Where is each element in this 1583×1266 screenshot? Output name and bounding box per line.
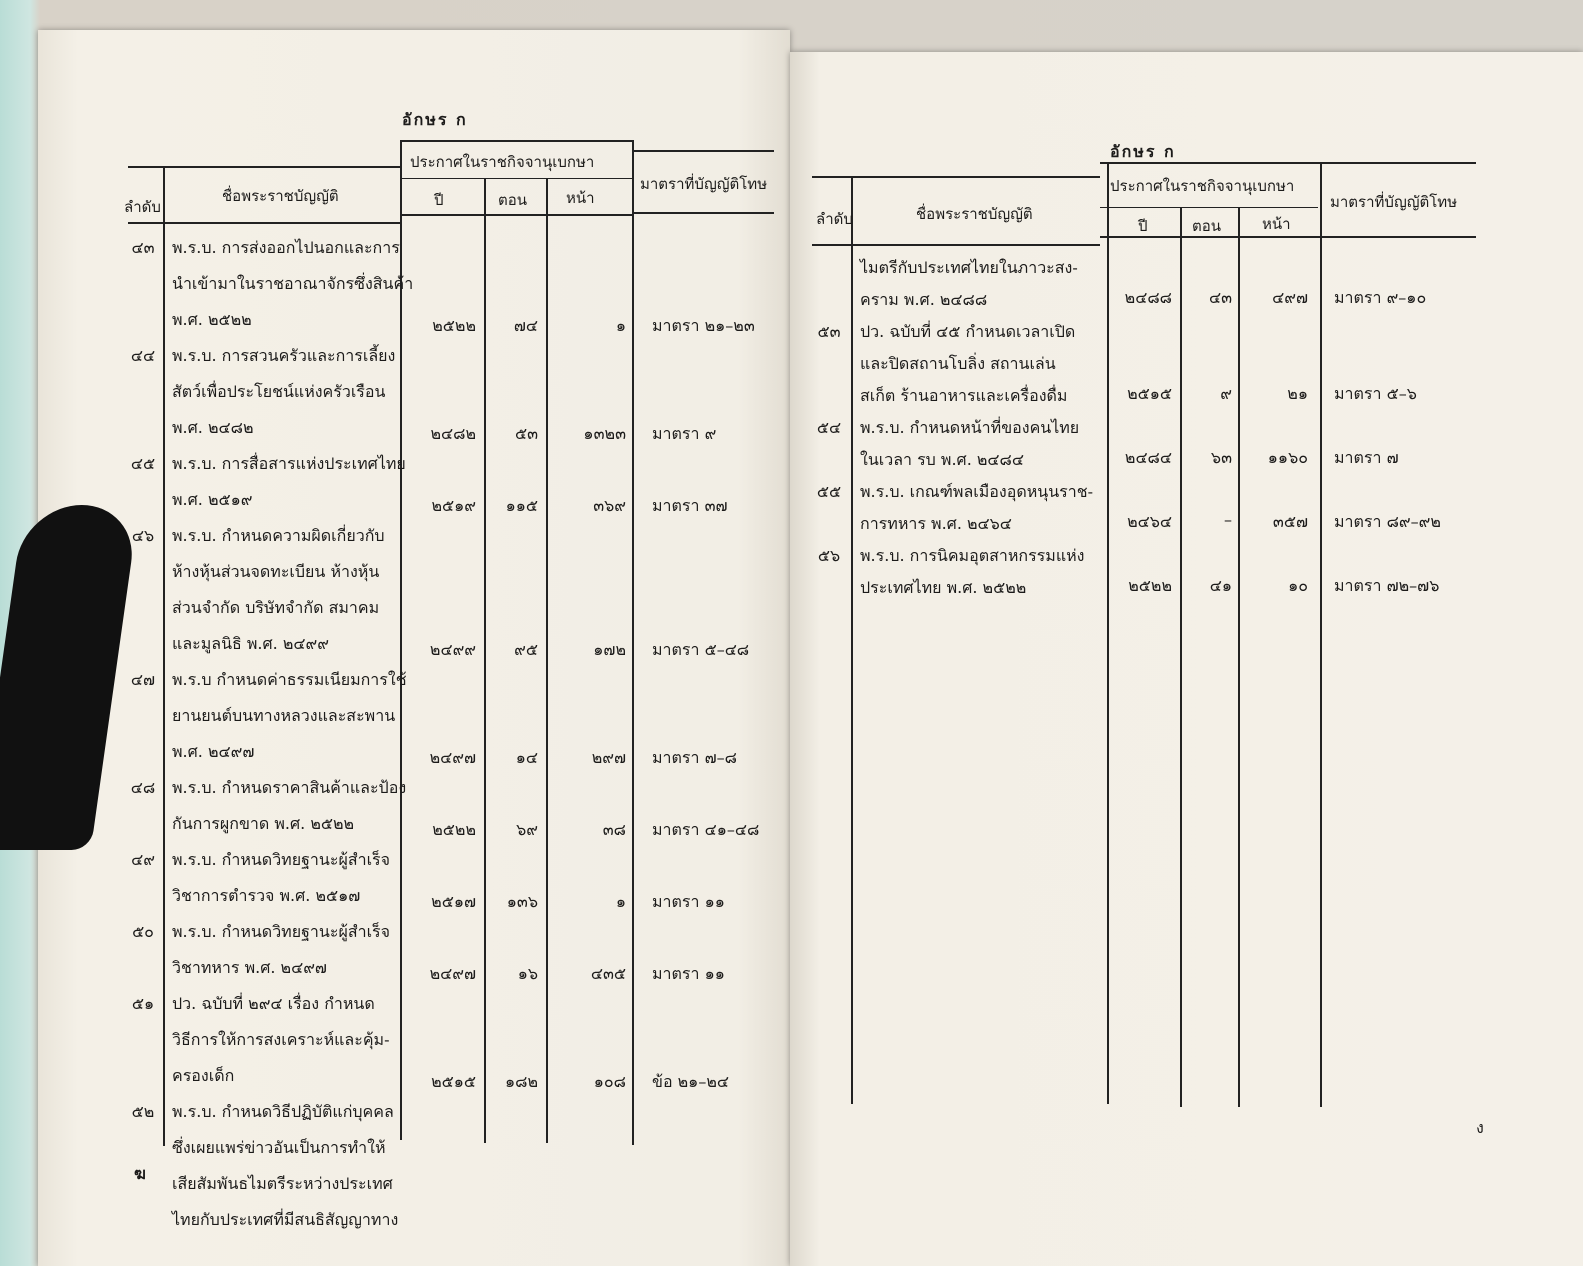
entry-year: ๒๕๑๕ xyxy=(1127,384,1172,403)
entry-name-line: คราม พ.ศ. ๒๔๘๘ xyxy=(860,290,988,309)
entry-penalty: มาตรา ๕–๔๘ xyxy=(652,640,750,659)
col-name-header: ชื่อพระราชบัญญัติ xyxy=(916,205,1033,223)
rule xyxy=(400,214,632,216)
left-page-header: อักษร ก xyxy=(402,110,468,129)
entry-page: ๒๑ xyxy=(1287,384,1308,403)
entry-section: ๑๘๒ xyxy=(504,1072,538,1091)
entry-section: ๑๓๖ xyxy=(506,892,538,911)
entry-name-line: พ.ร.บ. เกณฑ์พลเมืองอุดหนุนราช- xyxy=(860,482,1093,501)
entry-name-line: พ.ร.บ กำหนดค่าธรรมเนียมการใช้ xyxy=(172,670,407,689)
entry-section: ๙๕ xyxy=(514,640,538,659)
rule xyxy=(812,176,1100,178)
entry-name-line: วิชาทหาร พ.ศ. ๒๔๙๗ xyxy=(172,958,327,977)
entry-penalty: มาตรา ๗๒–๗๖ xyxy=(1334,576,1440,595)
entry-number: ๔๔ xyxy=(130,346,156,365)
entry-name-line: พ.ร.บ. กำหนดราคาสินค้าและป้อง xyxy=(172,778,407,797)
entry-penalty: มาตรา ๗ xyxy=(1334,448,1399,467)
entry-penalty: มาตรา ๒๑–๒๓ xyxy=(652,316,755,335)
entry-name-line: พ.ร.บ. การสื่อสารแห่งประเทศไทย xyxy=(172,454,406,473)
entry-year: ๒๕๑๙ xyxy=(431,496,476,515)
entry-name-line: และปิดสถานโบลิ่ง สถานเล่น xyxy=(860,354,1056,373)
entry-page: ๑๗๒ xyxy=(593,640,626,659)
rule xyxy=(1320,162,1322,1107)
entry-year: ๒๕๒๒ xyxy=(432,316,476,335)
entry-name-line: เสียสัมพันธไมตรีระหว่างประเทศ xyxy=(172,1174,393,1193)
rule xyxy=(1100,162,1476,164)
rule xyxy=(1180,207,1182,1107)
entry-year: ๒๔๖๔ xyxy=(1127,512,1172,531)
entry-page: ๑๑๖๐ xyxy=(1267,448,1308,467)
right-page-number: ง xyxy=(1476,1118,1484,1137)
entry-page: ๑ xyxy=(615,316,626,335)
entry-name-line: พ.ศ. ๒๕๒๒ xyxy=(172,310,252,329)
rule xyxy=(1107,162,1109,1104)
entry-page: ๑๐ xyxy=(1288,576,1308,595)
entry-number: ๕๖ xyxy=(817,546,841,565)
entry-penalty: ข้อ ๒๑–๒๔ xyxy=(652,1072,729,1091)
entry-number: ๔๕ xyxy=(130,454,156,473)
entry-number: ๕๔ xyxy=(816,418,842,437)
entry-year: ๒๔๙๙ xyxy=(429,640,476,659)
entry-page: ๑๐๘ xyxy=(593,1072,626,1091)
entry-name-line: ปว. ฉบับที่ ๔๕ กำหนดเวลาเปิด xyxy=(860,322,1076,341)
entry-year: ๒๔๘๒ xyxy=(430,424,476,443)
entry-penalty: มาตรา ๕–๖ xyxy=(1334,384,1417,403)
entry-name-line: สเก็ต ร้านอาหารและเครื่องดื่ม xyxy=(860,386,1068,405)
entry-penalty: มาตรา ๓๗ xyxy=(652,496,728,515)
entry-page: ๓๘ xyxy=(602,820,626,839)
entry-section: ๑๔ xyxy=(515,748,538,767)
entry-penalty: มาตรา ๗–๘ xyxy=(652,748,737,767)
entry-section: ๖๓ xyxy=(1210,448,1232,467)
col-gazette-header: ประกาศในราชกิจจานุเบกษา xyxy=(1110,177,1295,195)
entry-number: ๕๒ xyxy=(131,1102,155,1121)
entry-name-line: พ.ร.บ. การสวนครัวและการเลี้ยง xyxy=(172,346,396,365)
rule xyxy=(400,140,632,142)
entry-section: – xyxy=(1224,510,1232,529)
rule xyxy=(400,178,632,179)
entry-name-line: สัตว์เพื่อประโยชน์แห่งครัวเรือน xyxy=(172,382,386,401)
entry-name-line: ครองเด็ก xyxy=(172,1066,235,1085)
entry-page: ๓๕๗ xyxy=(1272,512,1308,531)
entry-page: ๔๙๗ xyxy=(1272,288,1308,307)
entry-name-line: การทหาร พ.ศ. ๒๔๖๔ xyxy=(860,514,1012,533)
col-section-header: ตอน xyxy=(498,191,528,209)
entry-year: ๒๔๙๗ xyxy=(429,964,476,983)
entry-section: ๖๙ xyxy=(516,820,538,839)
rule xyxy=(128,222,400,224)
col-page-header: หน้า xyxy=(566,189,595,207)
entry-name-line: ส่วนจำกัด บริษัทจำกัด สมาคม xyxy=(172,598,380,617)
right-page xyxy=(790,52,1583,1266)
entry-number: ๔๗ xyxy=(130,670,156,689)
entry-year: ๒๔๘๘ xyxy=(1124,288,1172,307)
col-year-header: ปี xyxy=(434,191,444,209)
entry-name-line: พ.ศ. ๒๕๑๙ xyxy=(172,490,253,509)
entry-name-line: ประเทศไทย พ.ศ. ๒๕๒๒ xyxy=(860,578,1027,597)
entry-section: ๑๑๕ xyxy=(505,496,538,515)
entry-name-line: พ.ร.บ. กำหนดวิธีปฏิบัติแก่บุคคล xyxy=(172,1102,394,1121)
entry-name-line: ไทยกับประเทศที่มีสนธิสัญญาทาง xyxy=(172,1210,399,1229)
entry-number: ๕๑ xyxy=(131,994,155,1013)
entry-section: ๔๑ xyxy=(1209,576,1232,595)
right-page-header: อักษร ก xyxy=(1110,142,1176,161)
entry-name-line: พ.ร.บ. กำหนดหน้าที่ของคนไทย xyxy=(860,418,1080,437)
entry-page: ๒๙๗ xyxy=(591,748,626,767)
entry-page: ๓๖๙ xyxy=(593,496,626,515)
entry-name-line: ซึ่งเผยแพร่ข่าวอันเป็นการทำให้ xyxy=(172,1138,386,1157)
rule xyxy=(851,176,853,1104)
entry-number: ๔๓ xyxy=(131,238,155,257)
col-section-header: ตอน xyxy=(1192,217,1222,235)
rule xyxy=(128,166,400,168)
entry-name-line: ไมตรีกับประเทศไทยในภาวะสง- xyxy=(860,258,1078,277)
entry-number: ๕๐ xyxy=(132,922,154,941)
col-page-header: หน้า xyxy=(1262,215,1291,233)
entry-name-line: วิชาการตำรวจ พ.ศ. ๒๕๑๗ xyxy=(172,886,361,905)
entry-name-line: วิธีการให้การสงเคราะห์และคุ้ม- xyxy=(172,1030,390,1049)
entry-year: ๒๕๒๒ xyxy=(432,820,476,839)
entry-name-line: ห้างหุ้นส่วนจดทะเบียน ห้างหุ้น xyxy=(172,562,380,581)
rule xyxy=(632,212,774,214)
entry-year: ๒๕๒๒ xyxy=(1128,576,1172,595)
entry-name-line: ในเวลา รบ พ.ศ. ๒๔๘๔ xyxy=(860,450,1024,469)
col-year-header: ปี xyxy=(1138,217,1148,235)
entry-section: ๑๖ xyxy=(517,964,538,983)
entry-penalty: มาตรา ๘๙–๙๒ xyxy=(1334,512,1441,531)
col-penalty-header: มาตราที่บัญญัติโทษ xyxy=(1330,193,1458,211)
entry-penalty: มาตรา ๔๑–๔๘ xyxy=(652,820,760,839)
rule xyxy=(632,150,774,152)
entry-name-line: พ.ร.บ. การนิคมอุตสาหกรรมแห่ง xyxy=(860,546,1085,565)
entry-year: ๒๕๑๕ xyxy=(431,1072,476,1091)
col-gazette-header: ประกาศในราชกิจจานุเบกษา xyxy=(410,153,595,171)
entry-number: ๕๕ xyxy=(816,482,842,501)
entry-name-line: พ.ศ. ๒๔๘๒ xyxy=(172,418,254,437)
entry-section: ๔๓ xyxy=(1208,288,1232,307)
entry-penalty: มาตรา ๑๑ xyxy=(652,892,725,911)
entry-penalty: มาตรา ๑๑ xyxy=(652,964,725,983)
entry-name-line: กันการผูกขาด พ.ศ. ๒๕๒๒ xyxy=(172,814,355,833)
entry-number: ๔๘ xyxy=(130,778,156,797)
col-no-header: ลำดับ xyxy=(124,198,161,216)
rule xyxy=(163,166,165,1146)
col-name-header: ชื่อพระราชบัญญัติ xyxy=(222,187,339,205)
entry-page: ๑๓๒๓ xyxy=(583,424,626,443)
entry-page: ๔๓๕ xyxy=(590,964,626,983)
entry-name-line: พ.ร.บ. การส่งออกไปนอกและการ xyxy=(172,238,400,257)
rule xyxy=(1100,236,1476,238)
entry-number: ๔๖ xyxy=(131,526,155,545)
entry-name-line: ปว. ฉบับที่ ๒๙๔ เรื่อง กำหนด xyxy=(172,994,375,1013)
rule xyxy=(1238,207,1240,1107)
col-no-header: ลำดับ xyxy=(816,210,853,228)
entry-penalty: มาตรา ๙ xyxy=(652,424,717,443)
entry-year: ๒๔๙๗ xyxy=(429,748,476,767)
col-penalty-header: มาตราที่บัญญัติโทษ xyxy=(640,175,768,193)
entry-name-line: ยานยนต์บนทางหลวงและสะพาน xyxy=(172,706,396,725)
entry-name-line: พ.ร.บ. กำหนดวิทยฐานะผู้สำเร็จ xyxy=(172,922,390,941)
entry-name-line: พ.ร.บ. กำหนดความผิดเกี่ยวกับ xyxy=(172,526,385,545)
entry-name-line: นำเข้ามาในราชอาณาจักรซึ่งสินค้า xyxy=(172,274,414,293)
entry-name-line: พ.ศ. ๒๔๙๗ xyxy=(172,742,255,761)
entry-name-line: พ.ร.บ. กำหนดวิทยฐานะผู้สำเร็จ xyxy=(172,850,390,869)
entry-section: ๙ xyxy=(1220,384,1232,403)
entry-year: ๒๕๑๗ xyxy=(431,892,476,911)
rule xyxy=(812,244,1100,246)
entry-section: ๕๓ xyxy=(514,424,538,443)
rule xyxy=(632,140,634,1145)
entry-page: ๑ xyxy=(615,892,626,911)
entry-number: ๔๙ xyxy=(131,850,155,869)
entry-year: ๒๔๘๔ xyxy=(1124,448,1172,467)
entry-name-line: และมูลนิธิ พ.ศ. ๒๔๙๙ xyxy=(172,634,329,653)
left-page-number: ฆ xyxy=(134,1164,146,1183)
rule xyxy=(546,178,548,1143)
entry-section: ๗๔ xyxy=(513,316,538,335)
rule xyxy=(1100,207,1318,208)
entry-penalty: มาตรา ๙–๑๐ xyxy=(1334,288,1427,307)
entry-number: ๕๓ xyxy=(817,322,841,341)
